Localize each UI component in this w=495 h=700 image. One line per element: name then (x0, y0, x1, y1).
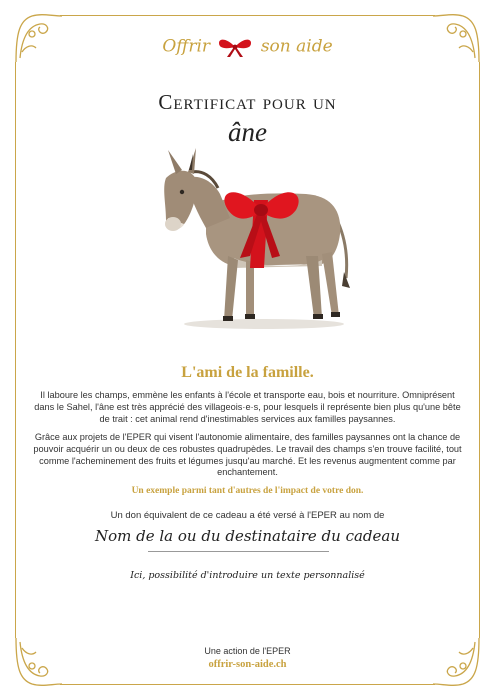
frame-top-line (60, 15, 435, 16)
description-paragraph-2: Grâce aux projets de l'EPER qui visent l'autonomie alimentaire, des familles paysannes ont la chance de pouvoir acquérir un ou deux de ces robustes quadrupèdes. Le travail des champs s'en trouve facilité, tout comme l'acheminement des fruits et légumes jusqu'au marché. Et les revenus augmentent comme par enchantement. (33, 432, 462, 478)
description-paragraph-1: Il laboure les champs, emmène les enfants à l'école et transporte eau, bois et nourriture. Omniprésent dans le Sahel, l'âne est très apprécié des villageois·e·s, pour lesquels il représente bien plus qu'une bête de trait : cet animal rend d'inestimables services aux familles paysannes. (34, 390, 461, 424)
donkey-with-red-bow-icon (146, 148, 358, 334)
personal-message-field[interactable]: Ici, possibilité d'introduire un texte personnalisé (130, 570, 365, 581)
logo-text-right: son aide (260, 36, 333, 57)
donation-statement: Un don équivalent de ce cadeau a été versé à l'EPER au nom de (110, 510, 385, 521)
impact-highlight: Un exemple parmi tant d'autres de l'impact de votre don. (131, 486, 364, 496)
brand-logo[interactable] (0, 36, 495, 58)
certificate-subtitle: âne (228, 117, 267, 147)
recipient-name-field[interactable]: Nom de la ou du destinataire du cadeau (94, 527, 401, 545)
frame-right-line (479, 62, 480, 638)
ribbon-bow-icon (215, 36, 255, 58)
logo-text-left: Offrir (162, 36, 211, 57)
footer-website-link[interactable]: offrir-son-aide.ch (208, 659, 287, 670)
footer-organization: Une action de l'EPER (204, 646, 291, 656)
frame-left-line (15, 62, 16, 638)
frame-bottom-line (60, 684, 435, 685)
recipient-underline (148, 551, 329, 552)
certificate-title: Certificat pour un (158, 90, 337, 114)
section-heading: L'ami de la famille. (181, 364, 314, 381)
